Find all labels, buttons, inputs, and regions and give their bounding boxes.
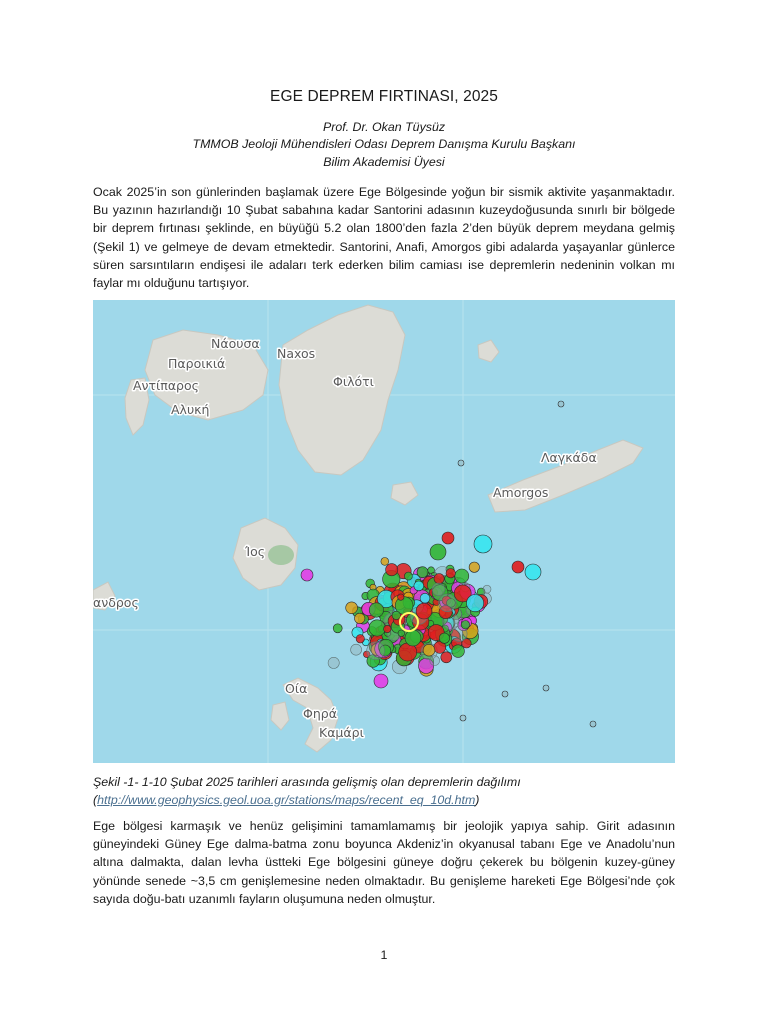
earthquake-marker — [328, 657, 339, 668]
map-label-naousa: Νάουσα — [211, 336, 260, 351]
earthquake-marker — [386, 564, 398, 576]
document-page — [93, 0, 675, 1024]
earthquake-marker — [333, 624, 342, 633]
earthquake-marker — [301, 569, 313, 581]
map-label-andros: ανδρος — [93, 595, 139, 610]
map-label-kamari: Καμάρι — [319, 725, 364, 740]
earthquake-marker — [558, 401, 564, 407]
author-role: TMMOB Jeoloji Mühendisleri Odası Deprem Danışma Kurulu Başkanı — [192, 137, 576, 152]
body-paragraph: Ege bölgesi karmaşık ve henüz gelişimini tamamlamamış bir jeolojik yapıya sahip. Girit adasının güneyindeki Güney Ege dalma-batma zonu boyunca Akdeniz’in okyanusal tabanı Ege ve Anadolu’nun altına dalmakta, dalan levha üstteki Ege bölgesini güneye doğru çekerek bu bölgenin kuzey-güney yönünde senede ~3,5 cm genişlemesine neden olmaktadır. Bu genişleme hareketi Ege Bölgesi’nde çok sayıda doğu-batı uzanımlı fayların oluşumuna neden olmuştur. — [93, 819, 675, 906]
earthquake-marker — [543, 685, 549, 691]
earthquake-marker — [423, 644, 435, 656]
map-label-oia: Οία — [285, 681, 308, 696]
map-svg — [93, 300, 675, 763]
caption-paren-open: ( — [93, 792, 98, 807]
earthquake-marker — [355, 613, 365, 623]
caption-paren-close: ) — [475, 792, 480, 807]
earthquake-marker — [381, 558, 389, 566]
earthquake-marker — [461, 621, 469, 629]
caption-source-link[interactable]: http://www.geophysics.geol.uoa.gr/stations/maps/recent_eq_10d.htm — [97, 792, 476, 807]
earthquake-marker — [392, 611, 400, 619]
ios-vegetation — [268, 545, 294, 565]
earthquake-marker — [446, 569, 455, 578]
map-label-alyki: Αλυκή — [171, 402, 210, 417]
earthquake-marker — [414, 581, 424, 591]
author-affiliation: Bilim Akademisi Üyesi — [323, 154, 445, 169]
earthquake-marker — [441, 652, 452, 663]
map-label-amorgos: Amorgos — [493, 485, 549, 500]
earthquake-marker — [351, 644, 362, 655]
earthquake-marker — [434, 574, 444, 584]
earthquake-marker — [467, 595, 484, 612]
earthquake-marker — [460, 715, 466, 721]
earthquake-marker — [416, 603, 432, 619]
map-label-antiparos: Αντίπαρος — [133, 378, 199, 393]
earthquake-marker — [469, 562, 479, 572]
earthquake-marker — [430, 656, 440, 666]
earthquake-marker — [430, 544, 446, 560]
figure-caption-text: Şekil -1- 1-10 Şubat 2025 tarihleri arasında gelişmiş olan depremlerin dağılımı — [93, 775, 521, 789]
map-label-filoti: Φιλότι — [333, 374, 374, 389]
earthquake-marker — [367, 642, 385, 660]
earthquake-marker — [404, 572, 412, 580]
author-block — [93, 119, 675, 171]
earthquake-marker — [417, 567, 428, 578]
earthquake-marker — [369, 620, 385, 636]
map-label-lagkada: Λαγκάδα — [541, 450, 597, 465]
map-label-ios: Ίος — [245, 544, 266, 559]
earthquake-marker — [458, 460, 464, 466]
earthquake-marker — [356, 635, 364, 643]
author-name: Prof. Dr. Okan Tüysüz — [322, 120, 446, 134]
earthquake-marker — [512, 561, 524, 573]
earthquake-marker — [439, 594, 457, 612]
map-label-paroikia: Παροικιά — [168, 356, 226, 371]
earthquake-marker — [590, 721, 596, 727]
map-label-naxos: Naxos — [277, 346, 316, 361]
earthquake-marker — [442, 532, 454, 544]
earthquake-map — [93, 300, 675, 763]
map-label-fira: Φηρά — [303, 706, 337, 721]
earthquake-marker — [452, 645, 465, 658]
earthquake-marker — [369, 603, 383, 617]
figure-caption — [93, 774, 675, 809]
earthquake-marker — [432, 583, 445, 596]
document-title: EGE DEPREM FIRTINASI, 2025 — [270, 88, 498, 105]
earthquake-marker — [384, 625, 391, 632]
earthquake-marker — [525, 564, 541, 580]
page-number: 1 — [380, 948, 388, 962]
earthquake-marker — [405, 630, 421, 646]
figure-caption-source — [93, 792, 675, 810]
earthquake-marker — [346, 602, 358, 614]
earthquake-marker — [398, 594, 404, 600]
earthquake-marker — [439, 633, 449, 643]
earthquake-marker — [483, 585, 491, 593]
earthquake-marker — [398, 630, 405, 637]
earthquake-marker — [474, 535, 492, 553]
earthquake-marker — [455, 569, 469, 583]
earthquake-marker — [374, 674, 388, 688]
intro-paragraph: Ocak 2025’in son günlerinden başlamak üzere Ege Bölgesinde yoğun bir sismik aktivite yaşanmaktadır. Bu yazının hazırlandığı 10 Şubat sabahına kadar Santorini adasının kuzeydoğusunda sınırlı bir bölgede bir deprem fırtınası şeklinde, en büyüğü 5.2 olan 1800’den fazla 2’den büyük deprem meydana gelmiş (Şekil 1) ve gelmeye de devam etmektedir. Santorini, Anafi, Amorgos gibi adalarda yaşayanlar günlerce süren sarsıntıların endişesi ile adaları terk ederken bilim camiası ise depremlerin nedeninin volkan mı faylar mı olduğunu tartışıyor. — [93, 185, 675, 291]
earthquake-marker — [502, 691, 508, 697]
earthquake-marker — [420, 593, 430, 603]
